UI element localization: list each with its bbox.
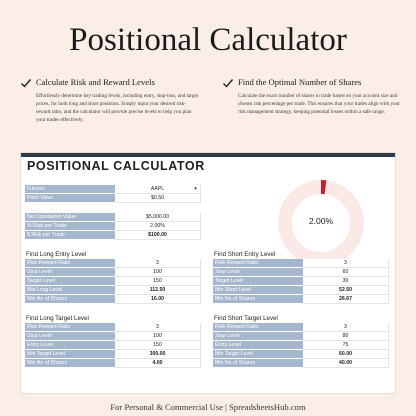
feature-optimal-shares	[222, 76, 402, 116]
table-row	[25, 332, 201, 341]
row-label: Risk-Reward Ratio	[25, 259, 115, 268]
long-target-table	[25, 323, 201, 368]
row-value[interactable]: 150	[115, 341, 201, 350]
row-label: Target Level	[213, 277, 303, 286]
row-value[interactable]: 150	[115, 277, 201, 286]
row-value[interactable]: 100	[115, 268, 201, 277]
row-value: 40.00	[303, 359, 389, 368]
futures-row	[25, 185, 201, 194]
row-value: 26.67	[303, 295, 389, 304]
row-label: Min Long Level	[25, 286, 115, 295]
risk-pct-label: % Risk per Trade	[25, 222, 115, 231]
row-value: 52.50	[303, 286, 389, 295]
row-value[interactable]: 3	[115, 323, 201, 332]
gauge-value: 2.00%	[308, 216, 334, 226]
risk-usd-value: $100.00	[115, 231, 201, 240]
spreadsheet-panel	[20, 152, 396, 394]
table-row	[25, 359, 201, 368]
feature-optimal-shares-title: Find the Optimal Number of Shares	[238, 77, 362, 87]
short-target-table	[213, 323, 389, 368]
checkmark-icon	[20, 76, 32, 88]
feature-optimal-shares-header	[222, 76, 402, 88]
row-value[interactable]: 30	[303, 277, 389, 286]
table-row	[25, 323, 201, 332]
point-value-row	[25, 194, 201, 203]
short-target-title: Find Short Target Level	[214, 315, 278, 322]
risk-usd-label: $ Risk per Trade	[25, 231, 115, 240]
row-value[interactable]: 75	[303, 341, 389, 350]
feature-optimal-shares-body: Calculate the exact number of shares to trade based on your account size and chosen risk percentage per trade. This ensures that your trades align with your risk management strategy, keeping potential losses within a safe range.	[238, 93, 400, 115]
short-entry-table	[213, 259, 389, 304]
table-row	[25, 259, 201, 268]
footer-text: For Personal & Commercial Use | SpreadsheetsHub.com	[110, 402, 306, 412]
row-value: 300.00	[115, 350, 201, 359]
risk-usd-row	[25, 231, 201, 240]
table-row	[213, 259, 389, 268]
table-row	[25, 295, 201, 304]
table-row	[213, 286, 389, 295]
row-label: Risk-Reward Ratio	[25, 323, 115, 332]
table-row	[25, 268, 201, 277]
risk-pct-row	[25, 222, 201, 231]
risk-pct-value[interactable]: 2.00%	[115, 222, 201, 231]
feature-risk-reward-body: Effortlessly determine key trading levels, including entry, stop-loss, and target prices, for both long and short positions. Simply input your desired risk-reward ratio, and the calculator will provide precise levels to help you plan your trades effectively.	[36, 93, 199, 123]
feature-risk-reward-header	[20, 76, 200, 88]
row-label: Min No of Shares	[213, 295, 303, 304]
row-value: 16.00	[115, 295, 201, 304]
row-label: Entry Level	[25, 341, 115, 350]
row-label: Min No of Shares	[213, 359, 303, 368]
table-row	[25, 341, 201, 350]
point-value-label: Point Value	[25, 194, 115, 203]
row-label: Stop Level	[25, 332, 115, 341]
sheet-top-bar	[21, 153, 395, 157]
row-value[interactable]: 3	[115, 259, 201, 268]
row-label: Min No of Shares	[25, 359, 115, 368]
row-label: Min Short Level	[213, 286, 303, 295]
short-entry-title: Find Short Entry Level	[214, 251, 276, 258]
row-value[interactable]: 80	[303, 332, 389, 341]
table-row	[213, 277, 389, 286]
table-row	[25, 277, 201, 286]
sheet-title: POSITIONAL CALCULATOR	[27, 159, 205, 173]
table-row	[213, 341, 389, 350]
checkmark-icon	[222, 76, 234, 88]
table-row	[213, 359, 389, 368]
net-liq-value[interactable]: $5,000.00	[115, 213, 201, 222]
row-label: Risk-Reward Ratio	[213, 259, 303, 268]
row-label: Entry Level	[213, 341, 303, 350]
row-label: Risk-Reward Ratio	[213, 323, 303, 332]
futures-select[interactable]	[115, 185, 201, 194]
row-label: Stop Level	[213, 332, 303, 341]
futures-label: Futures	[25, 185, 115, 194]
table-row	[213, 295, 389, 304]
row-label: Min Target Level	[25, 350, 115, 359]
row-value[interactable]: 3	[303, 323, 389, 332]
chevron-down-icon[interactable]: ▾	[194, 186, 197, 193]
table-row	[213, 323, 389, 332]
row-value: 112.50	[115, 286, 201, 295]
table-row	[25, 350, 201, 359]
row-label: Min Target Level	[213, 350, 303, 359]
table-row	[25, 286, 201, 295]
net-liq-label: Net Liquidation Value	[25, 213, 115, 222]
futures-table	[25, 185, 201, 203]
point-value[interactable]: $0.50	[115, 194, 201, 203]
long-target-title: Find Long Target Level	[26, 315, 89, 322]
table-row	[213, 268, 389, 277]
page-title: Positional Calculator	[69, 22, 347, 58]
row-value: 60.00	[303, 350, 389, 359]
row-label: Stop Level	[25, 268, 115, 277]
account-table	[25, 213, 201, 240]
row-label: Stop Level	[213, 268, 303, 277]
table-row	[213, 350, 389, 359]
row-value: 4.00	[115, 359, 201, 368]
row-value[interactable]: 100	[115, 332, 201, 341]
long-entry-table	[25, 259, 201, 304]
net-liq-row	[25, 213, 201, 222]
feature-risk-reward	[20, 76, 200, 124]
row-label: Target Level	[25, 277, 115, 286]
row-label: Min No of Shares	[25, 295, 115, 304]
table-row	[213, 332, 389, 341]
long-entry-title: Find Long Entry Level	[26, 251, 87, 258]
futures-select-value: AAPL	[150, 186, 165, 193]
row-value[interactable]: 3	[303, 259, 389, 268]
feature-risk-reward-title: Calculate Risk and Reward Levels	[36, 77, 155, 87]
row-value[interactable]: 60	[303, 268, 389, 277]
